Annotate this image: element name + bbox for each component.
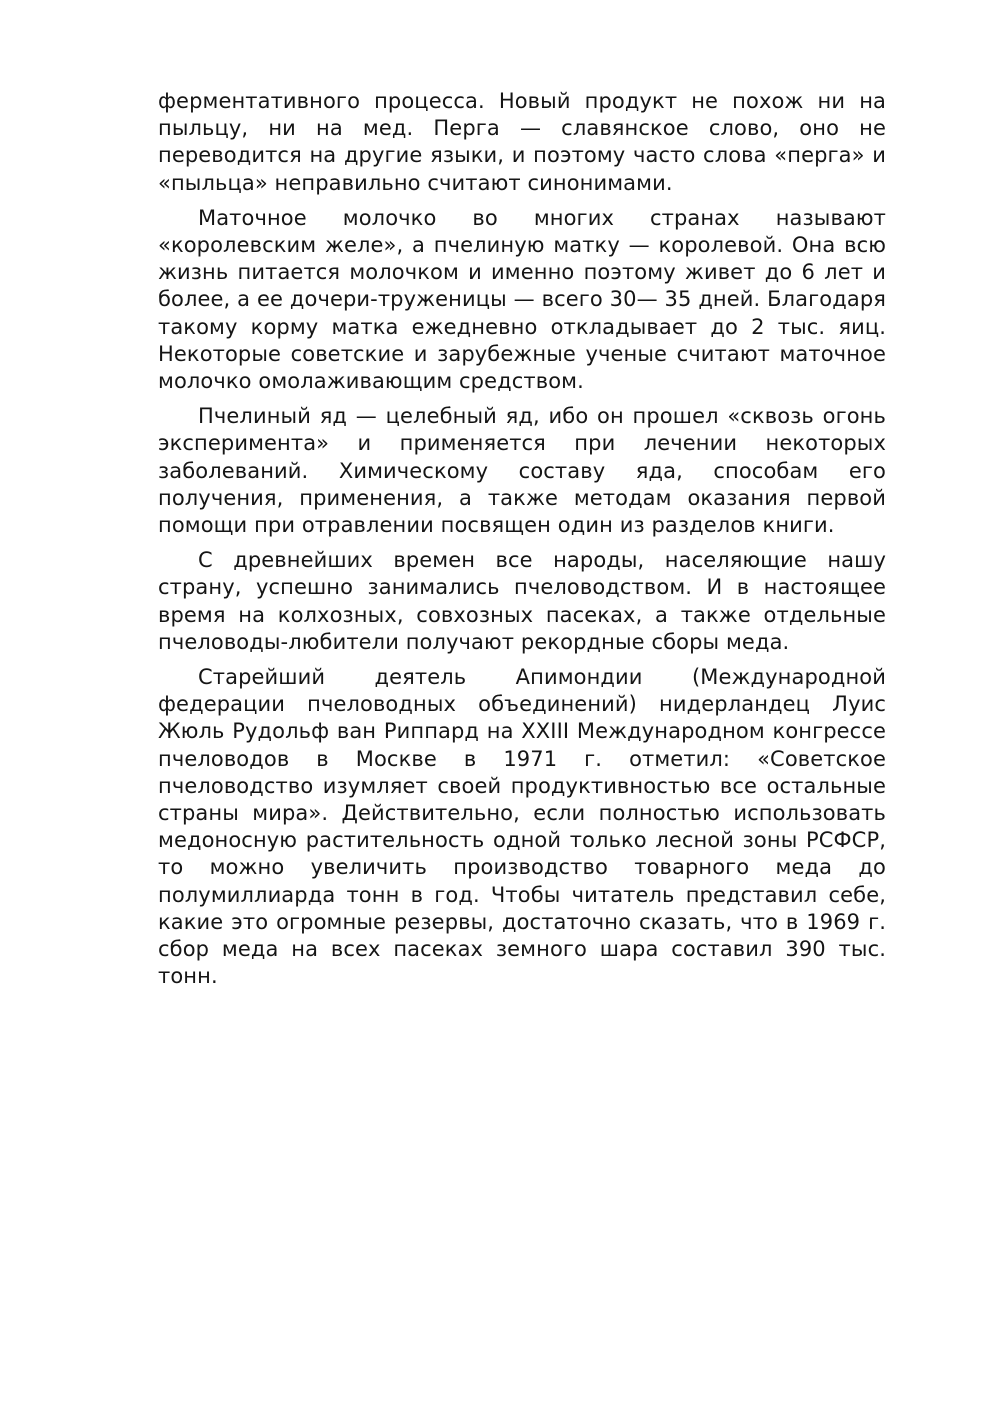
paragraph-royal-jelly: Маточное молочко во многих странах называют «королевским желе», а пчелиную матку — королевой. Она всю жизнь питается молочком и именно поэтому живет до 6 лет и более, а ее дочери-труженицы — всего 30— 35 дней. Благодаря такому корму матка ежедневно откладывает до 2 тыс. яиц. Некоторые советские и зарубежные ученые считают маточное молочко омолаживающим средством. (158, 205, 886, 394)
paragraph-continuation: ферментативного процесса. Новый продукт не похож ни на пыльцу, ни на мед. Перга — славянское слово, оно не переводится на другие языки, и поэтому часто слова «перга» и «пыльца» неправильно считают синонимами. (158, 89, 886, 195)
paragraph-beekeeping-history: С древнейших времен все народы, населяющие нашу страну, успешно занимались пчеловодством. И в настоящее время на колхозных, совхозных пасеках, а также отдельные пчеловоды-любители получают рекордные сборы меда. (158, 548, 886, 654)
paragraph-bee-venom: Пчелиный яд — целебный яд, ибо он прошел «сквозь огонь эксперимента» и применяется при лечении некоторых заболеваний. Химическому составу яда, способам его получения, применения, а также методам оказания первой помощи при отравлении посвящен один из разделов книги. (158, 404, 886, 538)
body-text (158, 88, 886, 991)
paragraph-apimondia: Старейший деятель Апимондии (Международной федерации пчеловодных объединений) нидерландец Луис Жюль Рудольф ван Риппард на XXIII Международном конгрессе пчеловодов в Москве в 1971 г. отметил: «Советское пчеловодство изумляет своей продуктивностью все остальные страны мира». Действительно, если полностью использовать медоносную растительность одной только лесной зоны РСФСР, то можно увеличить производство товарного меда до полумиллиарда тонн в год. Чтобы читатель представил себе, какие это огромные резервы, достаточно сказать, что в 1969 г. сбор меда на всех пасеках земного шара составил 390 тыс. тонн. (158, 665, 886, 989)
